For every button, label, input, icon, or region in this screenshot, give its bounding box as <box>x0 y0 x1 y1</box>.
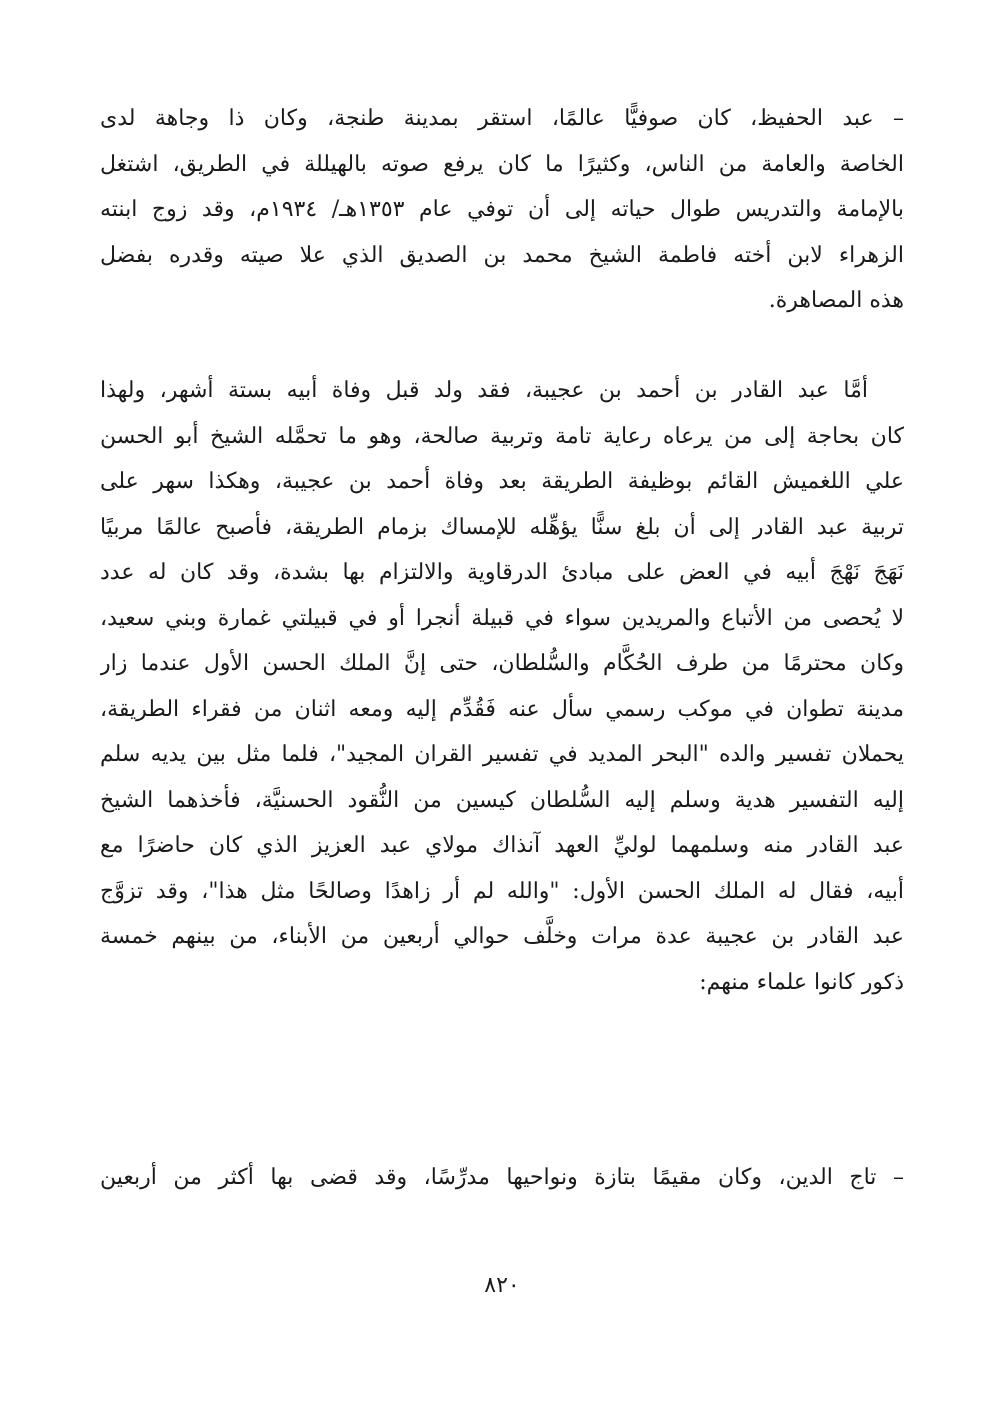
text-line: وكان محترمًا من طرف الحُكَّام والسُّلطان، حتى إنَّ الملك الحسن الأول عندما زار <box>100 651 904 676</box>
text-line: كان بحاجة إلى من يرعاه رعاية تامة وتربية صالحة، وهو ما تحمَّله الشيخ أبو الحسن <box>100 423 904 449</box>
text-line: الخاصة والعامة من الناس، وكثيرًا ما كان يرفع صوته بالهيللة في الطريق، اشتغل <box>100 151 904 177</box>
text-line: عبد القادر بن عجيبة عدة مرات وخلَّف حوالي أربعين من الأبناء، من بينهم خمسة <box>100 924 904 949</box>
text-line: – تاج الدين، وكان مقيمًا بتازة ونواحيها مدرِّسًا، وقد قضى بها أكثر من أربعين <box>100 1165 904 1190</box>
text-line: أمَّا عبد القادر بن أحمد بن عجيبة، فقد ولد قبل وفاة أبيه بستة أشهر، ولهذا <box>100 378 868 403</box>
paragraph-abd-al-hafiz <box>100 96 904 324</box>
paragraph-taj-al-din <box>100 1155 904 1201</box>
text-line: لا يُحصى من الأتباع والمريدين سواء في قبيلة أنجرا أو في قبيلتي غمارة وبني سعيد، <box>100 605 904 631</box>
text-line: إليه التفسير هدية وسلم إليه السُّلطان كيسين من النُّقود الحسنيَّة، فأخذهما الشيخ <box>100 787 904 813</box>
text-line: مدينة تطوان في موكب رسمي سأل عنه فَقُدِّم إليه ومعه اثنان من فقراء الطريقة، <box>100 696 904 722</box>
text-line: يحملان تفسير والده "البحر المديد في تفسير القران المجيد"، فلما مثل بين يديه سلم <box>100 742 904 767</box>
text-line: نَهَجَ نَهْجَ أبيه في العض على مبادئ الدرقاوية والالتزام بها بشدة، وقد كان له عدد <box>100 560 904 585</box>
text-line: تربية عبد القادر إلى أن بلغ سنًّا يؤهِّله للإمساك بزمام الطريقة، فأصبح عالمًا مربيًا <box>100 514 904 540</box>
text-line: الزهراء لابن أخته فاطمة الشيخ محمد بن الصديق الذي علا صيته وقدره بفضل <box>100 242 904 268</box>
text-line: بالإمامة والتدريس طوال حياته إلى أن توفي عام ١٣٥٣هـ/ ١٩٣٤م، وقد زوج ابنته <box>100 197 904 222</box>
text-line: علي اللغميش القائم بوظيفة الطريقة بعد وفاة أحمد بن عجيبة، وهكذا سهر على <box>100 469 904 494</box>
paragraph-abd-al-qadir <box>100 368 904 1005</box>
page-number: ٨٢٠ <box>484 1273 520 1298</box>
text-line: – عبد الحفيظ، كان صوفيًّا عالمًا، استقر بمدينة طنجة، وكان ذا وجاهة لدى <box>100 106 904 131</box>
text-line: هذه المصاهرة. <box>768 288 904 313</box>
text-line: ذكور كانوا علماء منهم: <box>699 969 904 995</box>
text-line: أبيه، فقال له الملك الحسن الأول: "والله لم أر زاهدًا وصالحًا مثل هذا"، وقد تزوَّج <box>100 878 904 904</box>
text-line: عبد القادر منه وسلمهما لوليِّ العهد آنذاك مولاي عبد العزيز الذي كان حاضرًا مع <box>100 833 904 858</box>
